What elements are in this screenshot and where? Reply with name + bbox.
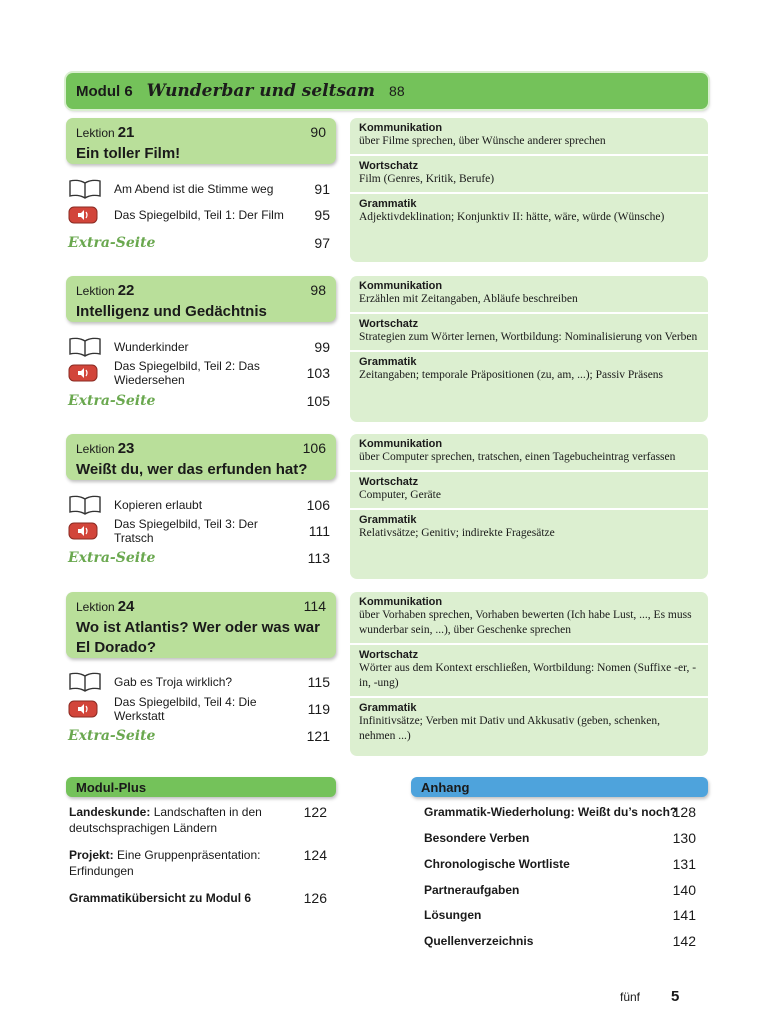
item-text: Quellenverzeichnis	[424, 934, 534, 948]
lesson-24-item-audio[interactable]	[68, 695, 330, 723]
modul-plus-item[interactable]	[69, 847, 329, 879]
lesson-title: Wo ist Atlantis? Wer oder was war El Dorado?	[76, 619, 320, 656]
footer-page-number: 5	[671, 988, 680, 1005]
lesson-label: Lektion	[76, 126, 115, 140]
item-page: 119	[307, 701, 330, 717]
item-bold: Projekt:	[69, 848, 114, 862]
item-text: Lösungen	[424, 908, 482, 922]
info-body: Wörter aus dem Kontext erschließen, Wortbildung: Nomen (Suffixe -er, -in, -ung)	[359, 662, 697, 689]
lesson-number: 24	[117, 598, 135, 615]
item-page: 91	[314, 181, 330, 197]
extra-seite-label: Extra-Seite	[68, 728, 156, 744]
lesson-24-item-reading[interactable]	[68, 671, 330, 693]
item-text: Eine Gruppenpräsentation: Erfindungen	[69, 848, 261, 878]
info-heading: Grammatik	[359, 198, 417, 210]
lesson-24-info	[350, 592, 708, 756]
item-page: 113	[307, 550, 330, 566]
item-page: 140	[672, 882, 696, 898]
lesson-23-header[interactable]	[66, 434, 336, 480]
book-icon	[68, 179, 106, 199]
item-page: 141	[672, 907, 696, 923]
item-title: Gab es Troja wirklich?	[114, 675, 233, 689]
item-title: Das Spiegelbild, Teil 4: Die Werkstatt	[114, 695, 257, 723]
lesson-21-header[interactable]	[66, 118, 336, 164]
item-page: 124	[303, 847, 327, 863]
lesson-23-info	[350, 434, 708, 579]
audio-icon	[68, 699, 106, 719]
info-heading: Kommunikation	[359, 122, 443, 134]
lesson-number: 23	[117, 440, 135, 457]
info-heading: Kommunikation	[359, 596, 443, 608]
item-page: 115	[307, 674, 330, 690]
item-page: 99	[314, 339, 330, 355]
item-page: 131	[672, 856, 696, 872]
audio-icon	[68, 205, 106, 225]
item-page: 130	[672, 830, 696, 846]
item-bold: Landeskunde:	[69, 805, 151, 819]
modul-plus-header	[66, 777, 336, 797]
info-body: Strategien zum Wörter lernen, Wortbildung: Nominalisierung von Verben	[359, 331, 698, 343]
item-bold: Grammatikübersicht zu Modul 6	[69, 891, 252, 905]
lesson-21-item-reading[interactable]	[68, 178, 330, 200]
item-page: 103	[306, 365, 330, 381]
item-page: 126	[303, 890, 327, 906]
lesson-22-info	[350, 276, 708, 422]
info-heading: Wortschatz	[359, 318, 419, 330]
info-heading: Kommunikation	[359, 438, 443, 450]
extra-seite-label: Extra-Seite	[68, 393, 156, 409]
anhang-item[interactable]	[424, 804, 699, 820]
book-icon	[68, 672, 106, 692]
lesson-page: 114	[303, 598, 326, 614]
lesson-number: 22	[117, 282, 135, 299]
lesson-24-extra[interactable]	[68, 725, 330, 747]
info-body: Computer, Geräte	[359, 489, 441, 501]
lesson-21-info	[350, 118, 708, 262]
lesson-22-item-reading[interactable]	[68, 336, 330, 358]
book-icon	[68, 495, 106, 515]
modul-header	[66, 73, 708, 109]
modul-page: 88	[389, 83, 405, 99]
modul-plus-title: Modul-Plus	[76, 779, 147, 795]
item-page: 111	[308, 523, 330, 539]
info-body: Infinitivsätze; Verben mit Dativ und Akkusativ (geben, schenken, nehmen ...)	[359, 715, 660, 742]
item-title: Das Spiegelbild, Teil 3: Der Tratsch	[114, 517, 258, 545]
item-page: 128	[672, 804, 696, 820]
item-text: Grammatik-Wiederholung: Weißt du’s noch?	[424, 805, 678, 819]
lesson-page: 106	[302, 440, 326, 456]
info-heading: Wortschatz	[359, 649, 419, 661]
item-text: Partneraufgaben	[424, 883, 520, 897]
info-body: über Filme sprechen, über Wünsche anderer sprechen	[359, 135, 606, 147]
item-text: Landschaften in den deutschsprachigen Ländern	[69, 805, 262, 835]
info-heading: Grammatik	[359, 514, 417, 526]
info-body: über Computer sprechen, tratschen, einen Tagebucheintrag verfassen	[359, 451, 676, 463]
lesson-page: 98	[310, 282, 326, 298]
audio-icon	[68, 363, 106, 383]
extra-seite-label: Extra-Seite	[68, 550, 156, 566]
lesson-number: 21	[117, 124, 135, 141]
info-body: Relativsätze; Genitiv; indirekte Fragesätze	[359, 527, 555, 539]
lesson-23-item-reading[interactable]	[68, 494, 330, 516]
audio-icon	[68, 521, 106, 541]
anhang-header	[411, 777, 708, 797]
modul-title: Wunderbar und seltsam	[146, 81, 376, 101]
lesson-23-extra[interactable]	[68, 547, 330, 569]
lesson-22-header[interactable]	[66, 276, 336, 322]
lesson-21-extra[interactable]	[68, 232, 330, 254]
lesson-page: 90	[310, 124, 326, 140]
anhang-title: Anhang	[421, 779, 470, 795]
item-title: Am Abend ist die Stimme weg	[114, 182, 274, 196]
item-page: 121	[306, 728, 330, 744]
info-heading: Grammatik	[359, 356, 417, 368]
lesson-22-extra[interactable]	[68, 390, 330, 412]
lesson-title: Intelligenz und Gedächtnis	[76, 303, 267, 320]
info-heading: Wortschatz	[359, 476, 419, 488]
lesson-22-item-audio[interactable]	[68, 359, 330, 387]
lesson-title: Weißt du, wer das erfunden hat?	[76, 461, 308, 478]
item-page: 105	[306, 393, 330, 409]
modul-plus-item[interactable]	[69, 804, 329, 836]
lesson-24-header[interactable]	[66, 592, 336, 658]
item-page: 106	[306, 497, 330, 513]
info-body: Erzählen mit Zeitangaben, Abläufe beschreiben	[359, 293, 578, 305]
footer-page-word: fünf	[620, 990, 641, 1004]
lesson-title: Ein toller Film!	[76, 145, 181, 162]
extra-seite-label: Extra-Seite	[68, 235, 156, 251]
lesson-label: Lektion	[76, 600, 115, 614]
anhang-item[interactable]	[424, 882, 699, 898]
info-heading: Wortschatz	[359, 160, 419, 172]
item-text: Chronologische Wortliste	[424, 857, 570, 871]
info-body: über Vorhaben sprechen, Vorhaben bewerten (Ich habe Lust, ..., Es muss wunderbar sein, ...), über Geschenke sprechen	[359, 609, 692, 636]
item-page: 95	[314, 207, 330, 223]
item-page: 97	[314, 235, 330, 251]
item-page: 122	[303, 804, 327, 820]
book-icon	[68, 337, 106, 357]
item-title: Wunderkinder	[114, 340, 189, 354]
anhang-item[interactable]	[424, 830, 699, 846]
info-body: Zeitangaben; temporale Präpositionen (zu, am, ...); Passiv Präsens	[359, 369, 664, 381]
item-title: Kopieren erlaubt	[114, 498, 203, 512]
modul-label: Modul 6	[76, 82, 133, 100]
info-body: Adjektivdeklination; Konjunktiv II: hätte, wäre, würde (Wünsche)	[359, 211, 665, 223]
modul-plus-item[interactable]	[69, 890, 329, 906]
anhang-item[interactable]	[424, 933, 699, 949]
item-title: Das Spiegelbild, Teil 2: Das Wiedersehen	[114, 359, 260, 387]
item-title: Das Spiegelbild, Teil 1: Der Film	[114, 208, 284, 222]
lesson-23-item-audio[interactable]	[68, 517, 330, 545]
item-text: Besondere Verben	[424, 831, 530, 845]
info-heading: Kommunikation	[359, 280, 443, 292]
lesson-label: Lektion	[76, 442, 115, 456]
info-heading: Grammatik	[359, 702, 417, 714]
info-body: Film (Genres, Kritik, Berufe)	[359, 173, 495, 185]
lesson-21-item-audio[interactable]	[68, 204, 330, 226]
lesson-label: Lektion	[76, 284, 115, 298]
item-page: 142	[672, 933, 696, 949]
anhang-item[interactable]	[424, 856, 699, 872]
anhang-item[interactable]	[424, 907, 699, 923]
